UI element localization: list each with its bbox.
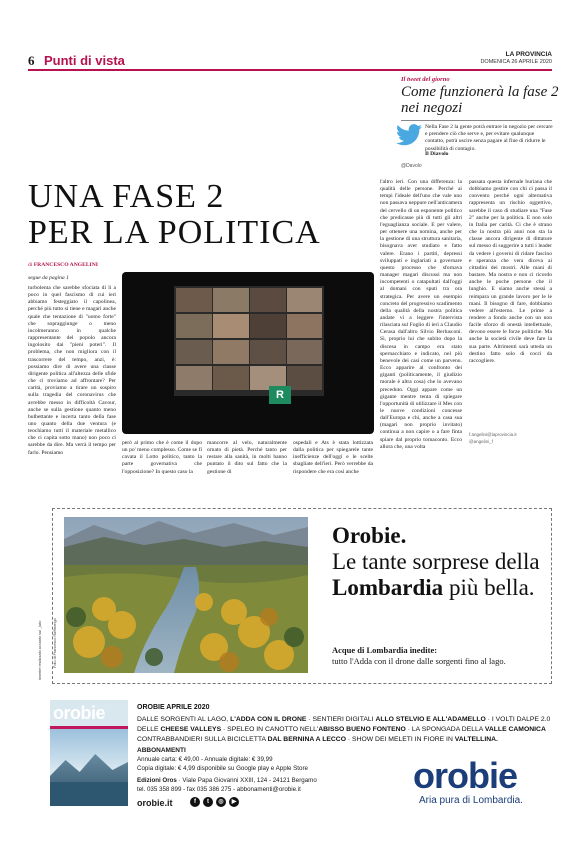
magazine-cover [50,700,128,806]
contents-highlight: L'ADDA CON IL DRONE [230,716,307,723]
byline-author: FRANCESCO ANGELINI [33,262,98,268]
article-column-3: mancorre al velo, naturalmente ornato di pietà. Perché tanto per restare alla sanità, in molti hanno puntato il dito sul fatto che la gestione di [207,440,287,475]
byline [28,262,98,268]
article-column-1: turbolenta che sarebbe sfociata di lì a poco in quel fascismo di cui ieri abbiamo festeggiato il capolinea, perché più tutto si tiene e magari anche quale che tentazione di "uomo forte" che sopraggiunge o meno incolmeranno in qualche rappresentante del popolo ancora ingolosito dai "pieni poteri". Il problema, che non migliora con il trascorrere del tempo, anzi, è: possiamo dire di avere una classe dirigente politica all'altezza delle sfide che ci troviamo ad affrontare? Per carità, proviamo a tirare un sospiro sulla tragedia del coronavirus che avrebbe messo in difficoltà Cavour, anche se sulla gestione quanto meno bulbettante e incerta tanto della fase uno quanto della due ventura (e teochiamo tutti il materiale metallico che ci capita sotto mano) non poco ci sarebbe da dire. Ma verrà il tempo per farlo. Pensiamo [28,285,116,456]
website-link[interactable]: orobie.it [137,798,173,808]
contents-highlight: CHEESE VALLEYS [160,726,222,733]
ad-headline-region: Lombardia [332,575,444,600]
participant-tile [176,366,212,390]
tweet-author: Il Diavolo [425,151,449,157]
contents-text: DALLE SORGENTI AL LAGO, [137,716,231,723]
tweet-handle: @Davolo [401,163,422,169]
contents-text: · LA SPONGADA DELLA [405,726,485,733]
headline-line-1: UNA FASE 2 [28,178,225,215]
participant-tile [287,288,322,312]
video-call-photo [122,272,374,434]
publication-date: DOMENICA 26 APRILE 2020 [480,59,552,65]
contents-highlight: VALTELLINA. [454,736,498,743]
contents-text: CONTRABBANDIERI SULLA BICICLETTA [137,736,268,743]
publisher-address [137,777,317,784]
adda-river-photo [64,517,308,673]
byline-prefix: di [28,262,33,268]
photo-credit: Foto di Francesco Ruffinengo [53,618,57,668]
subscriptions-title: ABBONAMENTI [137,747,186,754]
tweet-kicker: Il tweet del giorno [401,76,450,83]
contents-highlight: VALLE CAMONICA [484,726,546,733]
header-rule [28,69,552,71]
twitter-icon[interactable]: t [203,797,213,807]
participant-tile [176,314,212,338]
publisher-name: Edizioni Oros [137,777,177,784]
article-headline [28,179,358,251]
contents-highlight: ABISSO BUENO FONTENO [318,726,406,733]
publisher-contacts: tel. 035 358 899 - fax 035 386 275 - abbonamenti@orobie.it [137,786,301,793]
participant-tile [213,314,249,338]
video-call-screen [174,286,324,401]
orobie-logo: orobie [413,755,518,796]
youtube-icon[interactable]: ▶ [229,797,239,807]
participant-tile [287,366,322,390]
ad-subtext: tutto l'Adda con il drone dalle sorgenti fino al lago. [332,656,506,666]
twitter-bird-icon [396,124,422,146]
issue-contents [137,715,553,745]
headline-line-2: PER LA POLITICA [28,214,321,251]
participant-tile [213,288,249,312]
cover-logo: orobie [53,703,106,723]
issue-title: OROBIE APRILE 2020 [137,704,210,711]
subscription-prices: Annuale carta: € 49,00 - Annuale digitale: € 39,99 [137,756,273,763]
brand-tagline: Aria pura di Lombardia. [419,795,523,806]
section-title: Punti di vista [44,53,125,68]
page-number: 6 [28,53,35,68]
publication-name: LA PROVINCIA [505,51,552,58]
contents-text: · SHOW DEI MELETI IN FIORE IN [345,736,455,743]
participant-tile [250,340,286,364]
article-column-4: ospedali e Ats è stata lottizzata dalla politica per spiegarele tante inefficienze dell'oggi e le scelte sbagliate dell'ieri. Però verrebbe da rispondere che era così anche [293,440,373,475]
facebook-icon[interactable]: f [190,797,200,807]
contents-line-2 [137,725,553,735]
digital-copy-price: Copia digitale: € 4,99 disponibile su Google play e Apple Store [137,765,308,772]
ad-headline-part-2: più bella. [443,575,535,600]
continued-from: segue da pagina 1 [28,275,69,281]
contents-text: · SENTIERI DIGITALI [306,716,376,723]
participant-tile [213,340,249,364]
article-column-5: l'altro ieri. Con una differenza: la qualità delle persone. Perché ai tempi l'ideale dell'uno che vale uno non passava neppure nell'anticamera del cervello di un esponente politico che predicasse più di tutti gli altri l'eguaglianza sociale. E per valere, per ottenere una nomina, anche per la gestione di una struttura sanitaria, bisognava aver studiato e fatto valere. Erano i partiti, depressi sviluppati e inglariati a governare questo processo che sfornava manager magari discussi ma non incompetenti o catapultati dall'oggi al domani con sputi tra ora strategica. Per avere un esempio concreto del progressivo scadimento della qualità della nostra politica andate vi a leggere l'intervista rilasciata sul Foglio di ieri a Claudio Cerasa dall'altro Silvio Berlusconi. Sì, proprio lui che subito dopo la discesa in campo era stato spernacchiato e indicato, nel più benevole dei casi come un parvenu. Ecco apparire al confronto dei giganti (politicamente, il giudizio morale è altra cosa) che lo avevano preceduto. Oggi appare come un gigante mentre tenta di spiegare l'opportunità di utilizzare il Mes con le nuove condizioni concesse dall'Europa e chi, anche a casa sua (magari non proprio invitato) continua a non capire o a fare finta spiare dal proprio tornaconto. Ecco allora che, una volta [380,179,462,450]
contents-highlight: DAL BERNINA A LECCO [267,736,346,743]
participant-tile [176,340,212,364]
author-handle: @angelini_f [469,439,493,444]
recording-badge: R [269,386,291,404]
social-icons [190,797,239,807]
cover-bar [50,726,128,729]
participant-tile [287,314,322,338]
contents-text: · SPELEO IN CANOTTO NELL' [221,726,319,733]
participant-tile [213,366,249,390]
tweet-divider [401,120,552,121]
contents-text: DELLE [137,726,161,733]
contents-text: · I VOLTI DALPE 2.0 [485,716,551,723]
ad-headline-part-1: Le tante sorprese della [332,549,540,574]
tweet-title: Come funzionerà la fase 2 nei negozi [401,84,559,116]
tweet-text: Nella Fase 2 la gente potrà entrare in negozio per cercare e prendere ciò che serve e, per evitare qualunque contatto, potrà uscire senza pagare al fine di ridurre le possibilità di contagio. [425,124,553,152]
publisher-street: · Viale Papa Giovanni XXIII, 124 - 24121 Bergamo [176,777,317,784]
ad-subheading: Acque di Lombardia inedite: [332,645,438,655]
cover-lake [50,782,128,806]
contents-highlight: ALLO STELVIO E ALL'ADAMELLO [375,716,486,723]
article-column-2: però al primo che è come il dopo un po' meno complesso. Come se fi cavata il Lotto politico, tanto la parte governativa che l'opposizione? In questo caso la [122,440,202,475]
ad-headline-brand: Orobie. [332,523,407,548]
participant-tile [176,288,212,312]
contents-line-3 [137,735,553,745]
participant-tile [287,340,322,364]
instagram-icon[interactable]: ◎ [216,797,226,807]
participant-tile [250,314,286,338]
article-column-6: passata questa infernale buriana che dobbiamo gestire con chi ci passa il convento perché ogni alternativa rappresenta un rischio oggettivo, sarebbe il caso di studiare una "Fase 2" anche per la politica. E non solo in Italia per carità. Ci che è strano che la nostra più anni non sta la classe ancora dirigente di dittature sul messo di suggerire a tutti i leader da vedere i governi di ridare fascino e speranza che vera diceva ai cittadini dei mostri. Alle mani di bastare. Ma nostra e non ci ricordo anche le poche persone che il lunghio. E siamo anche stessi a reimpara un grande lavoro per le le mani. Il bisogno di fare, dobbiamo vedere all'esterno. Le prime a rendere a fondo anche con un non facile sforzo di onestà intellettuale, devono essere le forze politiche. Ma anche la società civile deve fare la sua parte. Altrimenti sarà utteda un destino fatto solo di cocci da raccogliere. [469,179,552,364]
ad-headline [332,549,552,601]
author-email: f.angelini@laprovincia.it [469,432,517,437]
ad-side-note: inserire realizzato accanto sul _lato [38,620,42,680]
participant-tile [250,288,286,312]
contents-line-1 [137,715,553,725]
